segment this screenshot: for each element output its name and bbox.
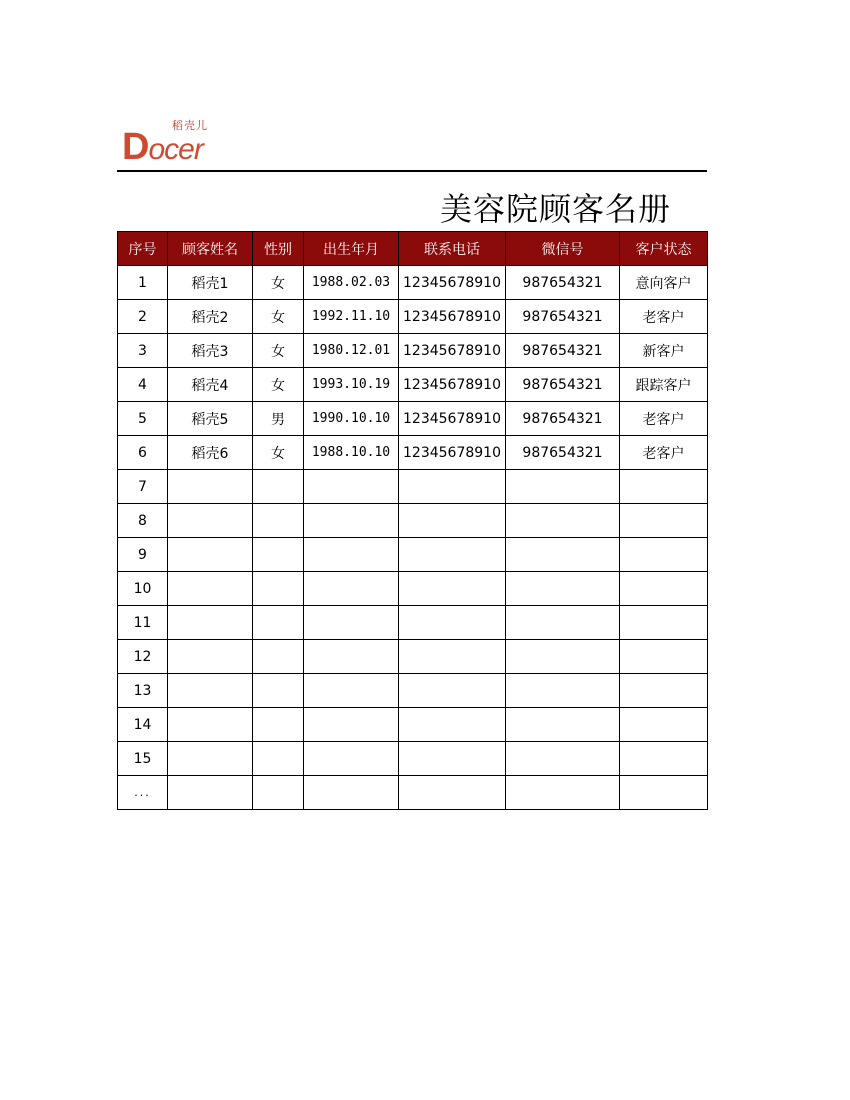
cell-name[interactable]: 稻壳4 — [168, 368, 253, 402]
cell-name[interactable] — [168, 674, 253, 708]
cell-gender[interactable]: 女 — [253, 266, 304, 300]
cell-birth[interactable] — [304, 504, 399, 538]
table-row — [118, 538, 708, 572]
cell-index[interactable]: 5 — [118, 402, 168, 436]
table-row — [118, 640, 708, 674]
table-row — [118, 674, 708, 708]
cell-index[interactable]: 12 — [118, 640, 168, 674]
cell-gender[interactable] — [253, 606, 304, 640]
cell-wechat[interactable] — [506, 470, 620, 504]
cell-gender[interactable]: 女 — [253, 334, 304, 368]
cell-index[interactable]: 7 — [118, 470, 168, 504]
cell-wechat[interactable] — [506, 504, 620, 538]
table-header-row — [118, 232, 708, 266]
cell-phone[interactable]: 12345678910 — [399, 368, 506, 402]
cell-gender[interactable] — [253, 708, 304, 742]
cell-gender[interactable]: 女 — [253, 300, 304, 334]
header-cell-wechat: 微信号 — [506, 232, 620, 266]
cell-status[interactable] — [620, 470, 708, 504]
cell-status[interactable] — [620, 640, 708, 674]
cell-status[interactable] — [620, 504, 708, 538]
cell-wechat[interactable] — [506, 776, 620, 810]
cell-name[interactable] — [168, 640, 253, 674]
cell-wechat[interactable] — [506, 708, 620, 742]
cell-phone[interactable] — [399, 470, 506, 504]
cell-index[interactable]: 2 — [118, 300, 168, 334]
cell-birth[interactable]: 1980.12.01 — [304, 334, 399, 368]
cell-gender[interactable]: 男 — [253, 402, 304, 436]
cell-birth[interactable] — [304, 572, 399, 606]
header-cell-gender: 性别 — [253, 232, 304, 266]
cell-birth[interactable]: 1988.02.03 — [304, 266, 399, 300]
cell-phone[interactable]: 12345678910 — [399, 402, 506, 436]
docer-logo — [122, 114, 232, 168]
cell-phone[interactable]: 12345678910 — [399, 266, 506, 300]
cell-birth[interactable]: 1988.10.10 — [304, 436, 399, 470]
cell-name[interactable] — [168, 776, 253, 810]
cell-status[interactable] — [620, 742, 708, 776]
cell-phone[interactable]: 12345678910 — [399, 300, 506, 334]
table-body — [118, 266, 708, 810]
logo-rest: ocer — [148, 133, 203, 166]
logo-letter: D — [122, 126, 149, 168]
header-cell-phone: 联系电话 — [399, 232, 506, 266]
cell-wechat[interactable] — [506, 538, 620, 572]
cell-name[interactable] — [168, 538, 253, 572]
header-cell-name: 顾客姓名 — [168, 232, 253, 266]
table-row — [118, 368, 708, 402]
cell-index[interactable]: ... — [118, 776, 168, 810]
table-row — [118, 572, 708, 606]
table-row — [118, 470, 708, 504]
cell-status[interactable] — [620, 572, 708, 606]
cell-status[interactable]: 新客户 — [620, 334, 708, 368]
table-row — [118, 402, 708, 436]
cell-index[interactable]: 15 — [118, 742, 168, 776]
cell-index[interactable]: 1 — [118, 266, 168, 300]
cell-gender[interactable] — [253, 640, 304, 674]
cell-index[interactable]: 6 — [118, 436, 168, 470]
cell-status[interactable] — [620, 776, 708, 810]
cell-birth[interactable] — [304, 742, 399, 776]
cell-index[interactable]: 10 — [118, 572, 168, 606]
cell-phone[interactable] — [399, 742, 506, 776]
cell-gender[interactable]: 女 — [253, 436, 304, 470]
cell-gender[interactable] — [253, 776, 304, 810]
table-row — [118, 334, 708, 368]
table-row — [118, 300, 708, 334]
table-row — [118, 742, 708, 776]
cell-wechat[interactable]: 987654321 — [506, 266, 620, 300]
cell-birth[interactable] — [304, 538, 399, 572]
cell-status[interactable] — [620, 606, 708, 640]
cell-birth[interactable] — [304, 470, 399, 504]
logo-wordmark — [122, 126, 203, 169]
cell-name[interactable]: 稻壳6 — [168, 436, 253, 470]
cell-wechat[interactable] — [506, 742, 620, 776]
table-row — [118, 606, 708, 640]
cell-wechat[interactable] — [506, 640, 620, 674]
cell-phone[interactable] — [399, 504, 506, 538]
cell-gender[interactable] — [253, 470, 304, 504]
cell-birth[interactable] — [304, 674, 399, 708]
logo-cn-text: 稻壳儿 — [172, 119, 208, 132]
cell-gender[interactable]: 女 — [253, 368, 304, 402]
cell-birth[interactable] — [304, 640, 399, 674]
cell-phone[interactable] — [399, 640, 506, 674]
cell-index[interactable]: 11 — [118, 606, 168, 640]
cell-wechat[interactable]: 987654321 — [506, 402, 620, 436]
cell-gender[interactable] — [253, 742, 304, 776]
cell-phone[interactable] — [399, 776, 506, 810]
cell-name[interactable] — [168, 572, 253, 606]
cell-phone[interactable] — [399, 606, 506, 640]
cell-gender[interactable] — [253, 504, 304, 538]
cell-name[interactable] — [168, 606, 253, 640]
cell-index[interactable]: 3 — [118, 334, 168, 368]
header-cell-status: 客户状态 — [620, 232, 708, 266]
cell-index[interactable]: 4 — [118, 368, 168, 402]
table-row — [118, 504, 708, 538]
cell-phone[interactable] — [399, 572, 506, 606]
cell-wechat[interactable]: 987654321 — [506, 334, 620, 368]
cell-phone[interactable]: 12345678910 — [399, 334, 506, 368]
table-row — [118, 266, 708, 300]
cell-phone[interactable] — [399, 538, 506, 572]
cell-gender[interactable] — [253, 538, 304, 572]
cell-phone[interactable] — [399, 674, 506, 708]
customer-roster-table — [117, 231, 708, 810]
cell-name[interactable] — [168, 708, 253, 742]
cell-phone[interactable]: 12345678910 — [399, 436, 506, 470]
cell-birth[interactable] — [304, 708, 399, 742]
cell-birth[interactable]: 1992.11.10 — [304, 300, 399, 334]
cell-birth[interactable] — [304, 606, 399, 640]
cell-wechat[interactable]: 987654321 — [506, 436, 620, 470]
cell-gender[interactable] — [253, 572, 304, 606]
cell-index[interactable]: 8 — [118, 504, 168, 538]
cell-status[interactable] — [620, 674, 708, 708]
cell-status[interactable]: 老客户 — [620, 436, 708, 470]
header-cell-birth: 出生年月 — [304, 232, 399, 266]
cell-wechat[interactable]: 987654321 — [506, 368, 620, 402]
cell-name[interactable]: 稻壳3 — [168, 334, 253, 368]
cell-birth[interactable] — [304, 776, 399, 810]
cell-wechat[interactable]: 987654321 — [506, 300, 620, 334]
table-row — [118, 776, 708, 810]
cell-birth[interactable]: 1993.10.19 — [304, 368, 399, 402]
cell-index[interactable]: 14 — [118, 708, 168, 742]
table-row — [118, 436, 708, 470]
cell-name[interactable] — [168, 470, 253, 504]
cell-status[interactable] — [620, 708, 708, 742]
cell-status[interactable]: 跟踪客户 — [620, 368, 708, 402]
cell-phone[interactable] — [399, 708, 506, 742]
cell-index[interactable]: 13 — [118, 674, 168, 708]
cell-name[interactable] — [168, 742, 253, 776]
cell-wechat[interactable] — [506, 674, 620, 708]
cell-name[interactable] — [168, 504, 253, 538]
cell-status[interactable]: 意向客户 — [620, 266, 708, 300]
cell-gender[interactable] — [253, 674, 304, 708]
cell-birth[interactable]: 1990.10.10 — [304, 402, 399, 436]
cell-name[interactable]: 稻壳2 — [168, 300, 253, 334]
cell-status[interactable]: 老客户 — [620, 402, 708, 436]
header-divider — [117, 170, 707, 172]
cell-name[interactable]: 稻壳5 — [168, 402, 253, 436]
cell-index[interactable]: 9 — [118, 538, 168, 572]
table-row — [118, 708, 708, 742]
page-title: 美容院顾客名册 — [440, 190, 672, 228]
cell-wechat[interactable] — [506, 572, 620, 606]
cell-status[interactable] — [620, 538, 708, 572]
cell-name[interactable]: 稻壳1 — [168, 266, 253, 300]
header-cell-index: 序号 — [118, 232, 168, 266]
cell-status[interactable]: 老客户 — [620, 300, 708, 334]
cell-wechat[interactable] — [506, 606, 620, 640]
